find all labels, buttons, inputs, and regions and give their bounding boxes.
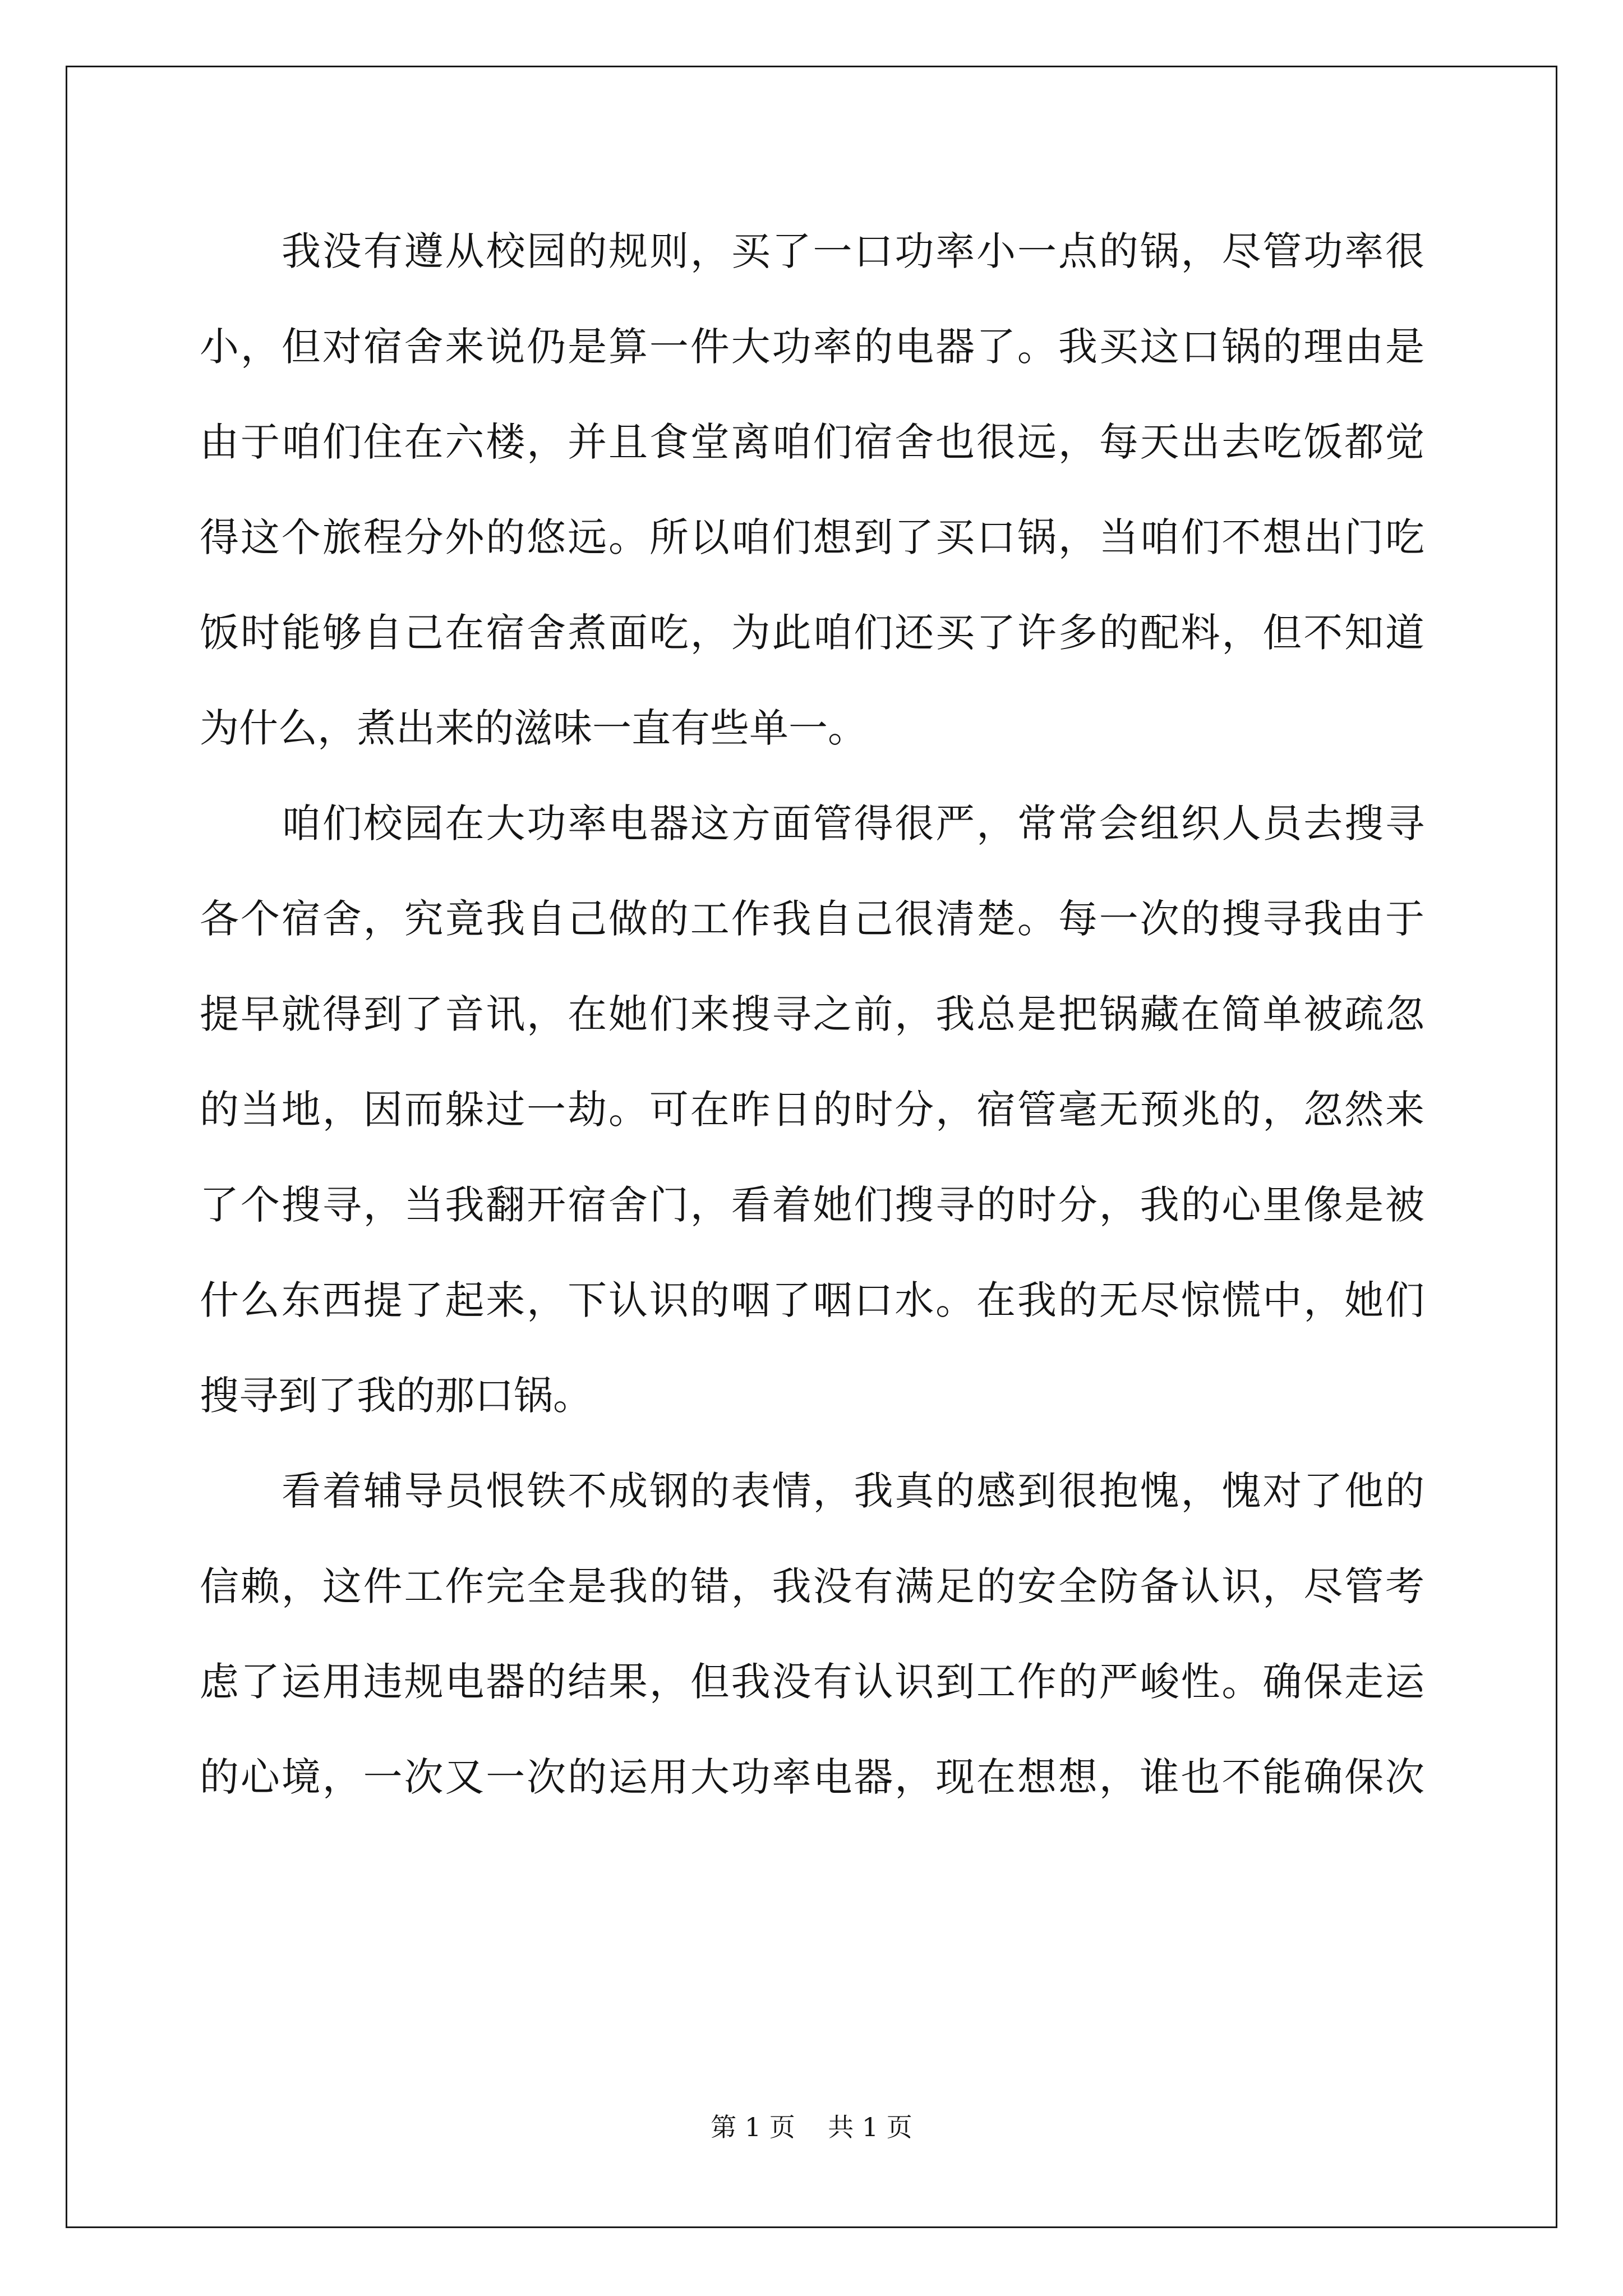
text-line: 看着辅导员恨铁不成钢的表情，我真的感到很抱愧，愧对了他的	[282, 1468, 1424, 1514]
text-line: 虑了运用违规电器的结果，但我没有认识到工作的严峻性。确保走运	[200, 1659, 1424, 1705]
text-line: 我没有遵从校园的规则，买了一口功率小一点的锅，尽管功率很	[282, 228, 1424, 274]
text-line: 小，但对宿舍来说仍是算一件大功率的电器了。我买这口锅的理由是	[200, 324, 1424, 370]
text-line: 为什么，煮出来的滋味一直有些单一。	[200, 705, 867, 751]
text-line: 咱们校园在大功率电器这方面管得很严，常常会组织人员去搜寻	[282, 800, 1424, 846]
text-line: 什么东西提了起来，下认识的咽了咽口水。在我的无尽惊慌中，她们	[200, 1277, 1424, 1323]
text-line: 搜寻到了我的那口锅。	[200, 1373, 592, 1419]
text-line: 得这个旅程分外的悠远。所以咱们想到了买口锅，当咱们不想出门吃	[200, 514, 1424, 560]
page-number-footer: 第 1 页 共 1 页	[711, 2112, 912, 2142]
text-line: 饭时能够自己在宿舍煮面吃，为此咱们还买了许多的配料，但不知道	[200, 610, 1424, 656]
text-line: 了个搜寻，当我翻开宿舍门，看着她们搜寻的时分，我的心里像是被	[200, 1182, 1424, 1228]
text-line: 的心境，一次又一次的运用大功率电器，现在想想，谁也不能确保次	[200, 1754, 1424, 1800]
text-line: 提早就得到了音讯，在她们来搜寻之前，我总是把锅藏在简单被疏忽	[200, 991, 1424, 1037]
text-line: 各个宿舍，究竟我自己做的工作我自己很清楚。每一次的搜寻我由于	[200, 896, 1424, 942]
text-line: 的当地，因而躲过一劫。可在昨日的时分，宿管毫无预兆的，忽然来	[200, 1087, 1424, 1133]
text-line: 信赖，这件工作完全是我的错，我没有满足的安全防备认识，尽管考	[200, 1563, 1424, 1609]
text-line: 由于咱们住在六楼，并且食堂离咱们宿舍也很远，每天出去吃饭都觉	[200, 419, 1424, 465]
